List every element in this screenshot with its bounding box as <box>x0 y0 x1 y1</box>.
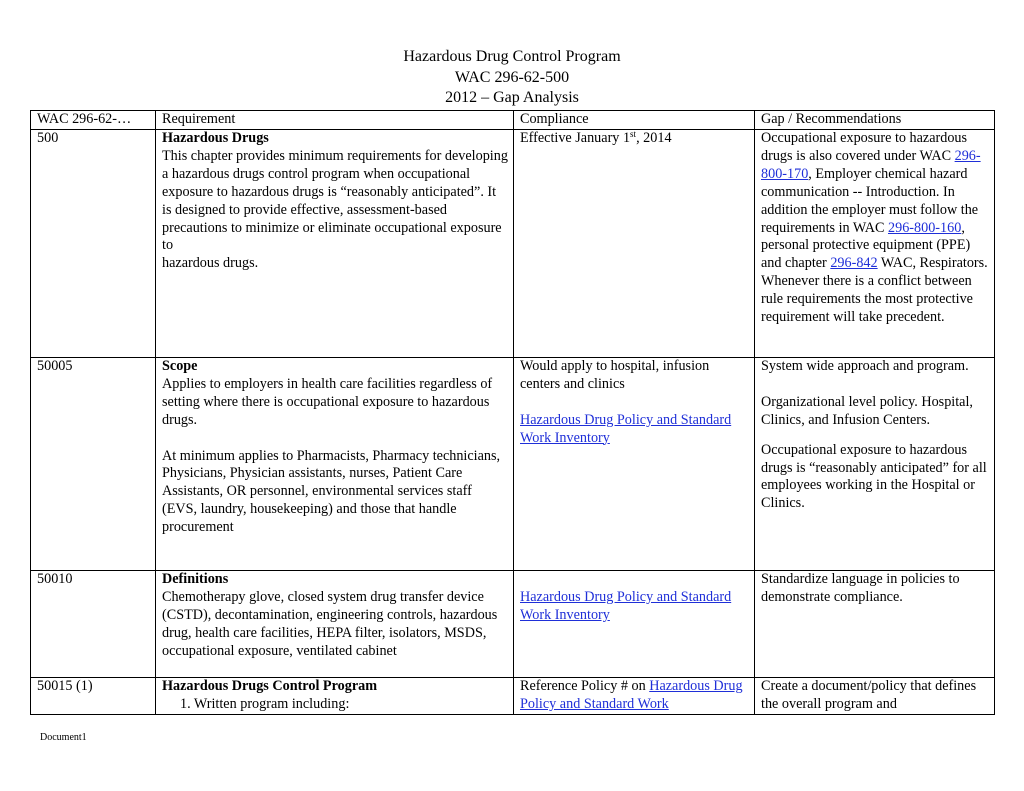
title-line-3: 2012 – Gap Analysis <box>445 89 579 106</box>
requirement-title: Hazardous Drugs Control Program <box>162 678 378 694</box>
compliance-cell <box>514 130 755 358</box>
wac-cell: 50015 (1) <box>31 678 156 715</box>
requirement-cell <box>156 571 514 678</box>
gap-text: Occupational exposure to hazardous drugs is also covered under WAC <box>761 130 968 164</box>
requirement-cell <box>156 678 514 715</box>
gap-text: , Employer chemical hazard communication -- Introduction. In addition the employer must follow the requirements in WAC <box>761 165 979 236</box>
compliance-text: Reference Policy # on <box>520 678 650 694</box>
gap-cell: Create a document/policy that defines the overall program and <box>755 678 995 715</box>
compliance-superscript: st <box>630 129 637 139</box>
requirement-cell <box>156 130 514 358</box>
title-line-1: Hazardous Drug Control Program <box>403 48 621 65</box>
compliance-cell <box>514 678 755 715</box>
compliance-text: Would apply to hospital, infusion centers and clinics <box>520 358 710 392</box>
wac-296-800-170-link[interactable]: 296-800-170 <box>761 147 981 182</box>
requirement-body: At minimum applies to Pharmacists, Pharmacy technicians, Physicians, Physician assistants, nurses, Patient Care Assistants, OR personnel, environmental services staff (EVS, laundry, housekeeping) and those that handle procurement <box>162 447 501 536</box>
gap-cell <box>755 358 995 571</box>
gap-text: Occupational exposure to hazardous drugs is “reasonably anticipated” for all employees working in the Hospital or Clinics. <box>761 441 987 512</box>
requirement-body-tail: hazardous drugs. <box>162 255 259 272</box>
list-item: 1. Written program including: <box>180 695 350 712</box>
gap-cell: Standardize language in policies to demonstrate compliance. <box>755 571 995 678</box>
requirement-title: Scope <box>162 358 198 374</box>
header-wac: WAC 296-62-… <box>31 111 156 130</box>
wac-296-800-160-link[interactable]: 296-800-160 <box>888 219 962 236</box>
header-requirement: Requirement <box>156 111 514 130</box>
table-row <box>31 571 995 678</box>
requirement-body: Applies to employers in health care facilities regardless of setting where there is occupational exposure to hazardous drugs. <box>162 375 493 428</box>
requirement-title: Hazardous Drugs <box>162 130 269 146</box>
gap-text: , personal protective equipment (PPE) and chapter <box>761 219 971 272</box>
gap-text: System wide approach and program. <box>761 358 969 374</box>
requirement-title: Definitions <box>162 571 229 587</box>
requirement-cell <box>156 358 514 571</box>
document-title <box>0 47 1024 109</box>
header-gap: Gap / Recommendations <box>755 111 995 130</box>
gap-analysis-table <box>30 110 995 715</box>
wac-cell: 50010 <box>31 571 156 678</box>
compliance-text: Effective January 1 <box>520 130 631 146</box>
gap-cell <box>755 130 995 358</box>
wac-cell: 500 <box>31 130 156 358</box>
footer-document-name: Document1 <box>40 732 87 743</box>
requirement-body: Chemotherapy glove, closed system drug transfer device (CSTD), decontamination, engineering controls, hazardous drug, health care facilities, HEPA filter, isolators, MSDS, occupational exposure, ventilated cabinet <box>162 588 498 659</box>
hazardous-drug-policy-link[interactable]: Hazardous Drug Policy and Standard Work Inventory <box>520 411 732 446</box>
hazardous-drug-policy-link[interactable]: Hazardous Drug Policy and Standard Work Inventory <box>520 588 732 623</box>
compliance-text-end: , 2014 <box>636 130 672 146</box>
header-compliance: Compliance <box>514 111 755 130</box>
requirement-body: This chapter provides minimum requirements for developing a hazardous drugs control program when occupational exposure to hazardous drugs is “reasonably anticipated”. It is designed to provide effective, assessment-based precautions to minimize or eliminate occupational exposure to <box>162 147 508 254</box>
table-row <box>31 358 995 571</box>
compliance-cell <box>514 571 755 678</box>
hazardous-drug-policy-link[interactable]: Hazardous Drug Policy and Standard Work <box>520 678 743 712</box>
wac-296-842-link[interactable]: 296-842 <box>830 255 878 272</box>
gap-text: Organizational level policy. Hospital, Clinics, and Infusion Centers. <box>761 393 973 428</box>
wac-cell: 50005 <box>31 358 156 571</box>
table-header-row <box>31 111 995 130</box>
table-row <box>31 678 995 715</box>
gap-text: WAC, Respirators. Whenever there is a conflict between rule requirements the most protective requirement will take precedent. <box>761 255 988 326</box>
title-line-2: WAC 296-62-500 <box>454 68 570 86</box>
compliance-cell <box>514 358 755 571</box>
table-row <box>31 130 995 358</box>
